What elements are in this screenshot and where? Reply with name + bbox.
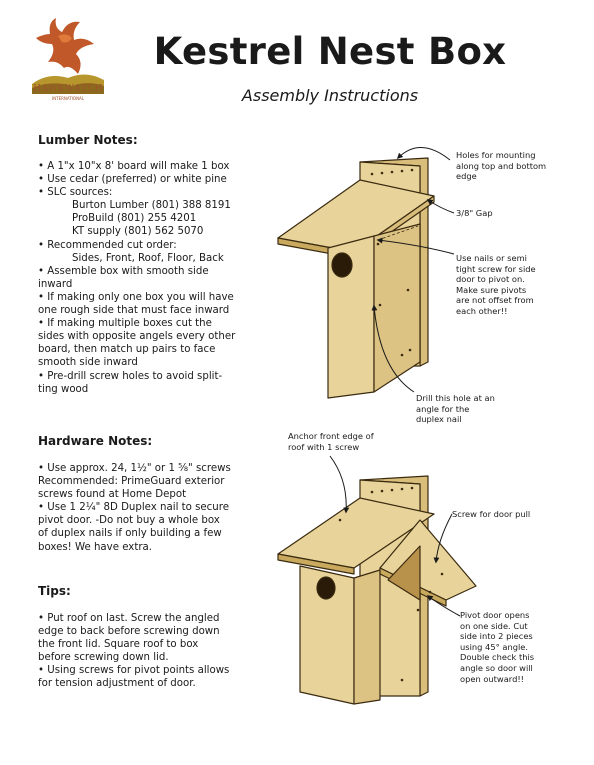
page-subtitle: Assembly Instructions bbox=[241, 86, 419, 105]
lumber-line: • Use cedar (preferred) or white pine bbox=[38, 174, 227, 186]
hardware-line: of duplex nails if only building a few bbox=[38, 528, 222, 540]
lumber-line: Burton Lumber (801) 388 8191 bbox=[72, 200, 231, 212]
lumber-line: • Assemble box with smooth side bbox=[38, 265, 209, 277]
tips-line: the front lid. Square roof to box bbox=[38, 639, 199, 651]
lumber-line: • Pre-drill screw holes to avoid split- bbox=[38, 370, 223, 382]
callout-line: on one side. Cut bbox=[460, 620, 528, 631]
callout-line: Use nails or semi bbox=[456, 253, 527, 263]
lumber-line: inward bbox=[38, 278, 73, 290]
arrow-gap bbox=[428, 200, 454, 213]
tips-line: edge to back before screwing down bbox=[38, 626, 220, 638]
callout-gap bbox=[456, 208, 493, 219]
lumber-line: board, then match up pairs to face bbox=[38, 344, 216, 356]
callout-anchor bbox=[288, 431, 374, 452]
logo-subtitle: INTERNATIONAL bbox=[51, 96, 85, 101]
callout-line: duplex nail bbox=[416, 414, 462, 425]
tips-line: for tension adjustment of door. bbox=[38, 678, 196, 690]
callout-pull bbox=[452, 509, 530, 520]
lumber-line: KT supply (801) 562 5070 bbox=[72, 226, 204, 238]
callout-mounting bbox=[456, 150, 546, 182]
hardware-line: • Use approx. 24, 1½" or 1 ⅝" screws bbox=[38, 463, 231, 474]
callout-drill bbox=[416, 393, 495, 425]
lumber-line: • Recommended cut order: bbox=[38, 239, 177, 251]
page-title: Kestrel Nest Box bbox=[153, 30, 507, 73]
arrow-nails bbox=[378, 240, 454, 254]
callout-line: open outward!! bbox=[460, 673, 524, 684]
callout-pivot bbox=[460, 610, 534, 684]
tips-line: before screwing down lid. bbox=[38, 652, 169, 664]
callout-line: angle so door will bbox=[460, 662, 533, 673]
lumber-line: smooth side inward bbox=[38, 357, 138, 369]
lumber-line: sides with opposite angels every other bbox=[38, 331, 236, 343]
callout-line: Holes for mounting bbox=[456, 150, 536, 160]
callout-line: Drill this hole at an bbox=[416, 393, 495, 403]
arrow-drill bbox=[374, 306, 414, 392]
callout-line: each other!! bbox=[456, 305, 508, 316]
callout-line: roof with 1 screw bbox=[288, 441, 360, 452]
hardware-line: boxes! We have extra. bbox=[38, 541, 152, 553]
lumber-line: ting wood bbox=[38, 383, 89, 395]
callout-line: 3/8" Gap bbox=[456, 208, 493, 218]
callout-line: are not offset from bbox=[456, 295, 534, 306]
callout-line: door to pivot on. bbox=[456, 274, 525, 285]
callout-line: Double check this bbox=[460, 652, 535, 663]
lumber-line: • A 1"x 10"x 8' board will make 1 box bbox=[38, 161, 230, 172]
hardware-line: • Use 1 2¼" 8D Duplex nail to secure bbox=[38, 502, 229, 514]
logo-wordmark: HAWKWATCH bbox=[33, 84, 103, 94]
callout-line: side into 2 pieces bbox=[460, 631, 533, 642]
callout-line: along top and bottom bbox=[456, 160, 547, 171]
callout-nails bbox=[456, 253, 536, 317]
hardware-line: screws found at Home Depot bbox=[38, 489, 187, 501]
callout-line: tight screw for side bbox=[456, 263, 536, 274]
lumber-line: • SLC sources: bbox=[38, 187, 113, 199]
lumber-line: ProBuild (801) 255 4201 bbox=[72, 213, 197, 225]
lumber-line: • If making multiple boxes cut the bbox=[38, 318, 212, 330]
arrow-anchor bbox=[330, 456, 346, 512]
lumber-line: Sides, Front, Roof, Floor, Back bbox=[72, 252, 224, 264]
hardware-heading: Hardware Notes: bbox=[38, 434, 153, 448]
lumber-heading: Lumber Notes: bbox=[38, 133, 138, 147]
callout-line: edge bbox=[456, 171, 477, 182]
callout-line: using 45° angle. bbox=[460, 641, 529, 652]
callout-line: angle for the bbox=[416, 403, 470, 414]
lumber-line: one rough side that must face inward bbox=[38, 305, 230, 317]
hardware-line: pivot door. -Do not buy a whole box bbox=[38, 515, 220, 527]
tips-line: • Using screws for pivot points allows bbox=[38, 665, 230, 677]
arrow-pivot bbox=[428, 596, 460, 616]
callout-line: Pivot door opens bbox=[460, 610, 530, 620]
tips-heading: Tips: bbox=[38, 584, 71, 598]
hardware-line: Recommended: PrimeGuard exterior bbox=[38, 476, 225, 488]
callout-line: Anchor front edge of bbox=[288, 431, 374, 441]
arrow-pull bbox=[436, 514, 452, 562]
callout-line: Screw for door pull bbox=[452, 509, 531, 519]
callout-line: Make sure pivots bbox=[456, 284, 527, 295]
tips-line: • Put roof on last. Screw the angled bbox=[38, 613, 220, 624]
arrow-mounting bbox=[398, 147, 450, 160]
lumber-line: • If making only one box you will have bbox=[38, 291, 234, 303]
